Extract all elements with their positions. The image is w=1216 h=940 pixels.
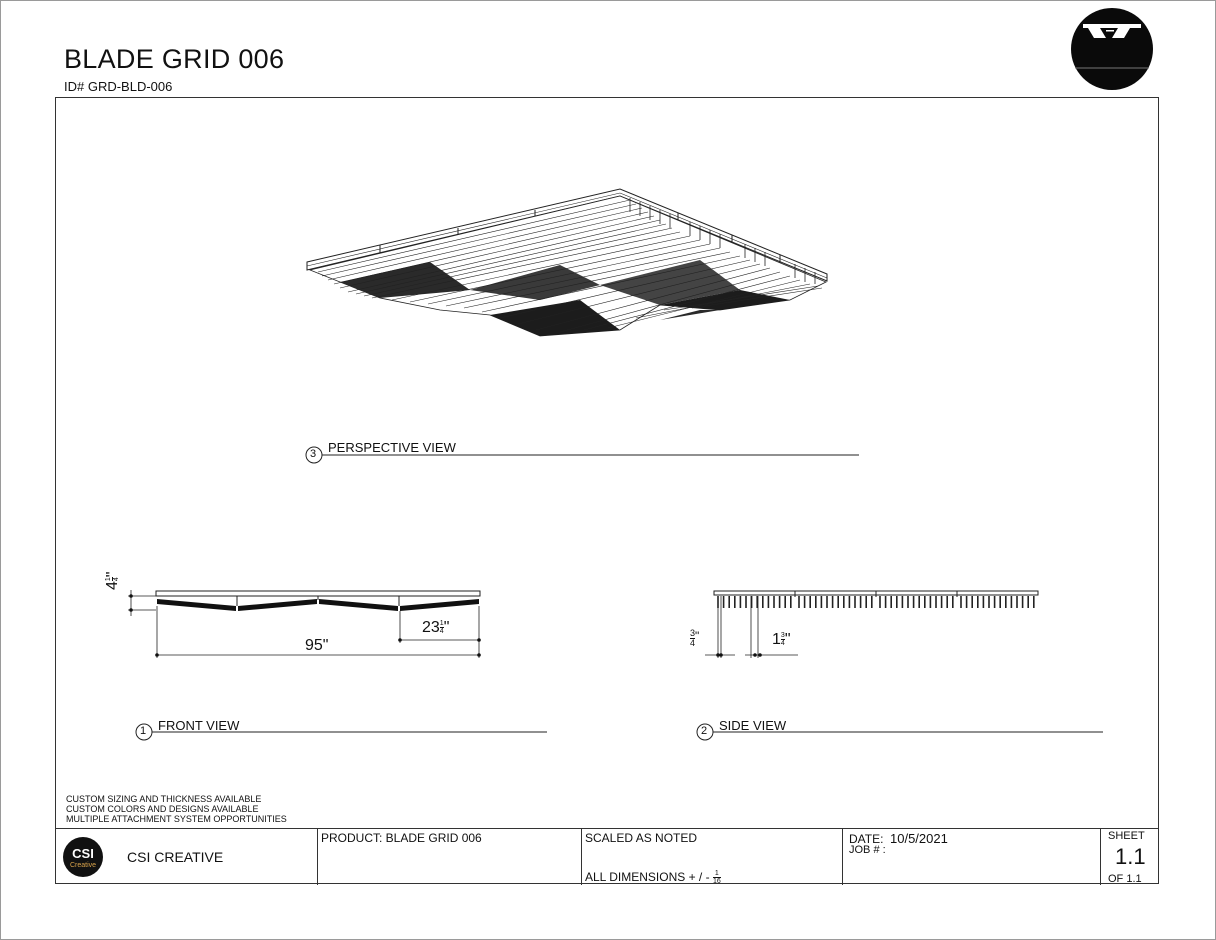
- product-name: PRODUCT: BLADE GRID 006: [321, 831, 482, 845]
- sheet-number: 1.1: [1115, 844, 1146, 869]
- title-block-company-cell: [55, 829, 318, 885]
- front-view-label: FRONT VIEW: [158, 718, 240, 733]
- perspective-view-label: PERSPECTIVE VIEW: [328, 440, 456, 455]
- title-block-product-cell: [318, 829, 582, 885]
- title-block-scale-cell: [582, 829, 843, 885]
- view-1-number: 1: [140, 725, 147, 737]
- note-line: CUSTOM COLORS AND DESIGNS AVAILABLE: [66, 804, 259, 814]
- date-label: DATE:: [849, 832, 884, 846]
- view-3-number: 3: [310, 448, 317, 460]
- title-block-date-cell: [843, 829, 1101, 885]
- perspective-view-drawing: [307, 189, 827, 336]
- view-2-number: 2: [701, 725, 708, 737]
- csi-logo-icon: CSI Creative: [63, 837, 103, 877]
- front-panel-dimension: 23 $\frac{1}{4}$ ": [422, 619, 450, 636]
- note-line: CUSTOM SIZING AND THICKNESS AVAILABLE: [66, 794, 262, 804]
- drawing-notes: [66, 794, 287, 824]
- tolerance-note: ALL DIMENSIONS + / - $\frac{1}{16}$: [585, 870, 721, 886]
- job-number-label: JOB # :: [849, 844, 886, 856]
- date-value: 10/5/2021: [890, 831, 948, 846]
- sheet-of: OF 1.1: [1108, 873, 1142, 885]
- front-width-dimension: 95": [305, 637, 329, 654]
- note-line: MULTIPLE ATTACHMENT SYSTEM OPPORTUNITIES: [66, 814, 287, 824]
- title-block: [55, 828, 1159, 885]
- company-name: CSI CREATIVE: [127, 849, 224, 865]
- side-gap-dimension: 1 $\frac{3}{4}$ ": [772, 631, 791, 648]
- front-height-dimension: 4 1 4 ": [104, 571, 121, 590]
- side-blade-dimension: $\frac{3}{4}$ ": [690, 628, 700, 648]
- title-block-sheet-cell: [1101, 829, 1159, 885]
- side-view-drawing: [705, 591, 1038, 658]
- drawing-id-number: ID# GRD-BLD-006: [64, 79, 173, 94]
- side-view-label: SIDE VIEW: [719, 718, 787, 733]
- sheet-label: SHEET: [1108, 830, 1145, 842]
- scale-note: SCALED AS NOTED: [585, 831, 698, 845]
- drawing-title: BLADE GRID 006: [64, 44, 285, 74]
